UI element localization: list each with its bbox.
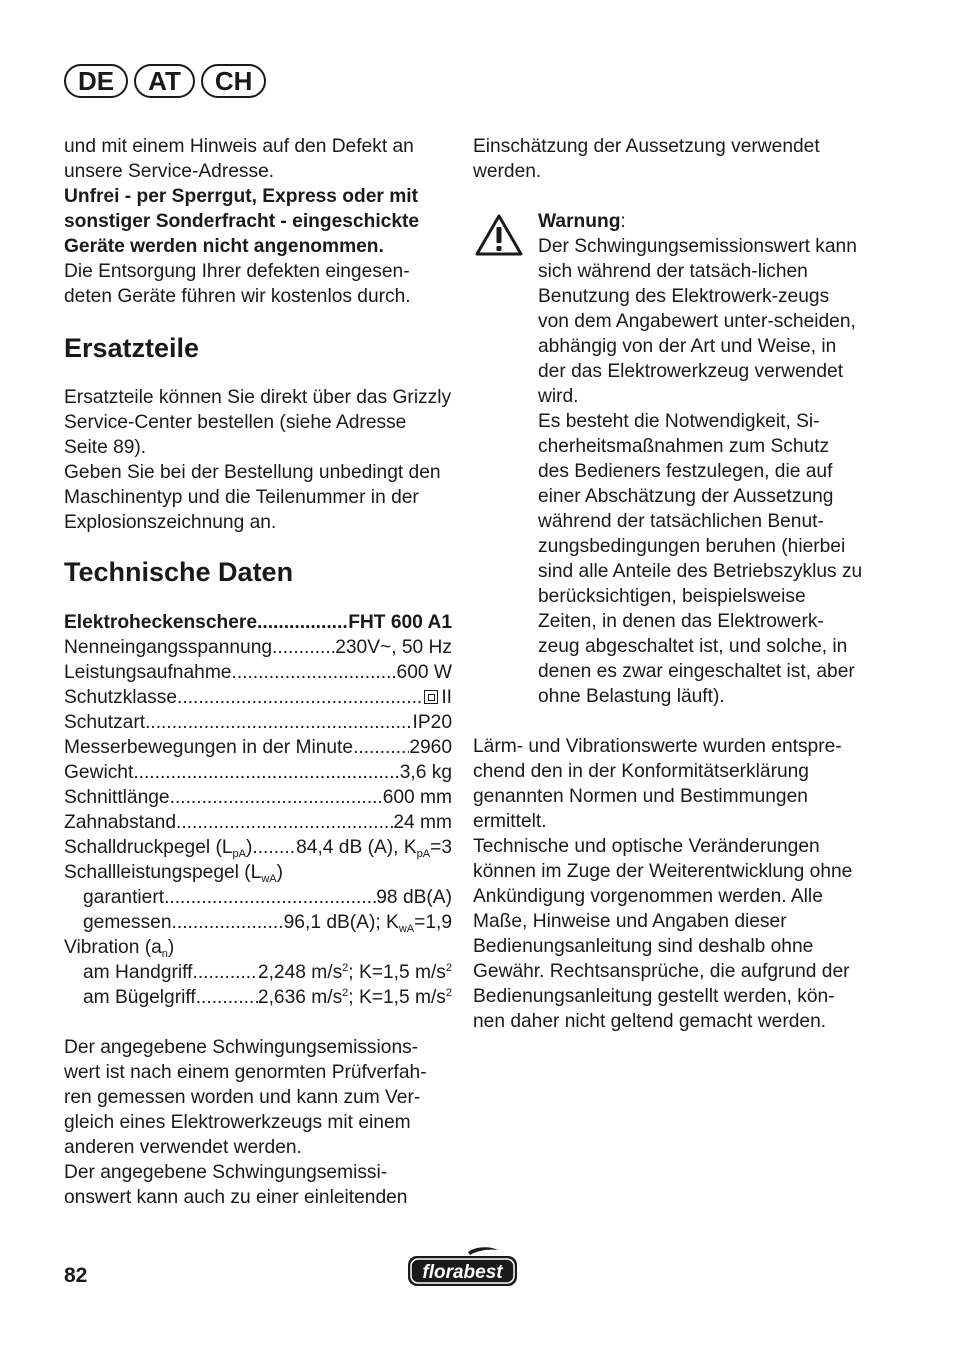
spec-row-gemessen: gemessen ..... 96,1 dB(A); $K_{wA}=1,9$ xyxy=(64,910,452,935)
spec-row-schallleistung: Schallleistungspegel $(L_{wA})$ xyxy=(64,862,283,885)
heading-ersatzteile: Ersatzteile xyxy=(64,333,200,363)
right-column xyxy=(473,134,865,1034)
spec-row xyxy=(64,810,452,835)
spec-value: FHT 600 A1 xyxy=(348,612,452,633)
spec-row xyxy=(64,785,452,810)
spec-title-row xyxy=(64,610,452,635)
spec-key: Schutzart xyxy=(64,712,146,733)
text-paragraph: Geben Sie bei der Bestellung unbedingt den Maschinentyp und die Teilenummer in der Explosionszeichnung an. xyxy=(64,462,441,533)
spec-value: 230V~, 50 Hz xyxy=(335,637,452,658)
text-paragraph: Technische und optische Veränderungen können im Zuge der Weiterentwicklung ohne Ankündigung vorgenommen werden. Alle Maße, Hinweise und Angaben dieser Bedienungsanleitung sind deshalb ohne Gewähr. Rechtsansprüche, die aufgrund der Bedienungsanleitung gestellt werden, kön-nen daher nicht geltend gemacht werden. xyxy=(473,836,853,1032)
text-paragraph: und mit einem Hinweis auf den Defekt an unsere Service-Adresse. xyxy=(64,136,414,182)
spec-key: Nenneingangsspannung xyxy=(64,637,273,658)
warning-triangle-icon xyxy=(475,213,523,257)
badge-de: DE xyxy=(64,64,128,98)
page-number: 82 xyxy=(64,1264,88,1287)
spec-value: 600 mm xyxy=(382,787,452,808)
svg-text:florabest: florabest xyxy=(422,1262,503,1283)
text-paragraph: Lärm- und Vibrationswerte wurden entspre-chend den in der Konformitätserklärung genannten Normen und Bestimmungen ermittelt. xyxy=(473,736,842,832)
bold-notice: Unfrei - per Sperrgut, Express oder mit sonstiger Sonderfracht - eingeschickte Geräte werden nicht angenommen. xyxy=(64,186,420,257)
spec-table xyxy=(64,610,452,1010)
spec-row xyxy=(64,710,452,735)
warning-text: Es besteht die Notwendigkeit, Si-cherheitsmaßnahmen zum Schutz des Bedieners festzulegen, die auf einer Abschätzung der Aussetzung während der tatsächlichen Benut-zungsbedingungen beruhen (hierbei sind alle Anteile des Betriebszyklus zu berücksichtigen, beispielsweise Zeiten, in denen das Elektrowerk-zeug abgeschaltet ist, und solche, in denen es zwar eingeschaltet ist, aber ohne Belastung läuft). xyxy=(538,411,863,707)
text-paragraph: Einschätzung der Aussetzung verwendet werden. xyxy=(473,136,820,182)
warning-title: Warnung: xyxy=(538,211,626,232)
text-paragraph: Der angegebene Schwingungsemissions-wert ist nach einem genormten Prüfverfah-ren gemessen worden und kann zum Ver-gleich eines Elektrowerkzeugs mit einem anderen verwendet werden. xyxy=(64,1037,427,1158)
florabest-logo xyxy=(406,1246,519,1288)
text-paragraph: Die Entsorgung Ihrer defekten eingesen-deten Geräte führen wir kostenlos durch. xyxy=(64,261,411,307)
spec-row xyxy=(64,660,452,685)
spec-value: 600 W xyxy=(396,662,452,683)
spec-value: 24 mm xyxy=(393,812,452,833)
spec-row-buegelgriff: am Bügelgriff ..... 2,636 $m/s^2$; K=1,5 $m/s^2$ xyxy=(64,985,452,1010)
warning-block xyxy=(473,209,865,709)
badge-ch: CH xyxy=(201,64,267,98)
badge-at: AT xyxy=(134,64,195,98)
spec-key: Messerbewegungen in der Minute xyxy=(64,737,354,758)
warning-text: Der Schwingungsemissionswert kann sich während der tatsäch-lichen Benutzung des Elektrowerk-zeugs von dem Angabewert unter-scheiden, abhängig von der Art und Weise, in der das Elektrowerkzeug verwendet wird. xyxy=(538,236,857,407)
spec-value: II xyxy=(441,687,452,708)
spec-key: Elektroheckenschere xyxy=(64,612,258,633)
spec-key: Gewicht xyxy=(64,762,134,783)
spec-key: Leistungsaufnahme xyxy=(64,662,232,683)
left-column xyxy=(64,134,452,1210)
protection-class-icon xyxy=(424,690,438,704)
text-paragraph: Der angegebene Schwingungsemissi-onswert kann auch zu einer einleitenden xyxy=(64,1162,408,1208)
spec-key: Schutzklasse xyxy=(64,687,178,708)
spec-row xyxy=(64,760,452,785)
country-badges xyxy=(64,64,266,98)
spec-value: 3,6 kg xyxy=(399,762,452,783)
spec-key: Schnittlänge xyxy=(64,787,170,808)
spec-value: 2960 xyxy=(409,737,452,758)
spec-row xyxy=(64,685,452,710)
spec-row-handgriff: am Handgriff ..... 2,248 $m/s^2$; K=1,5 $m/s^2$ xyxy=(64,960,452,985)
spec-row-schalldruck: Schalldruckpegel $(L_{pA})$ ..... 84,4 dB (A), $K_{pA}=3$ xyxy=(64,835,452,860)
spec-row xyxy=(64,635,452,660)
text-paragraph: Ersatzteile können Sie direkt über das Grizzly Service-Center bestellen (siehe Adresse Seite 89). xyxy=(64,387,452,458)
heading-technische-daten: Technische Daten xyxy=(64,557,294,587)
spec-row xyxy=(64,735,452,760)
spec-row-vibration: Vibration $(a_n)$ xyxy=(64,937,175,960)
spec-row-garantiert: garantiert ..... 98 dB(A) xyxy=(64,885,452,910)
spec-value: IP20 xyxy=(412,712,452,733)
spec-key: Zahnabstand xyxy=(64,812,177,833)
